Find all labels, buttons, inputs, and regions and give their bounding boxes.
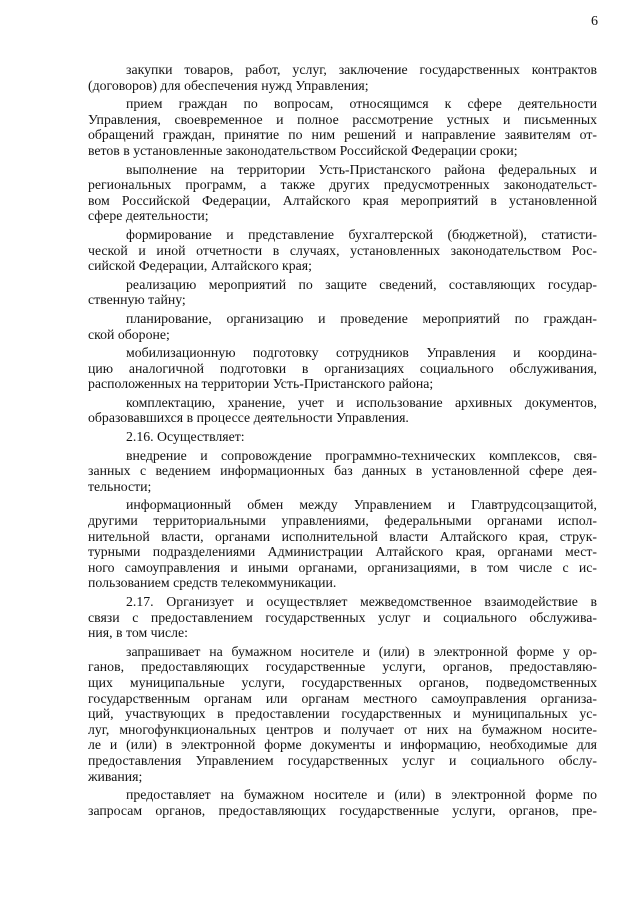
text-line: выполнение на территории Усть-Пристанского района федеральных и: [126, 161, 597, 177]
text-line: обращений граждан, принятие по ним решений и направление заявителям от-: [88, 127, 597, 143]
text-line: запрашивает на бумажном носителе и (или) в электронной форме у ор-: [126, 643, 597, 659]
text-line: луг, многофункциональных центров и получает от них на бумажном носите-: [88, 721, 597, 737]
text-line: ческой и иной отчетности в случаях, установленных законодательством Рос-: [88, 242, 597, 258]
text-line: сийской Федерации, Алтайского края;: [88, 258, 312, 274]
text-line: ного самоуправления и иными органами, организациями, в том числе с ис-: [88, 559, 597, 575]
text-line: государственным органам или органам местного самоуправления организа-: [88, 690, 597, 706]
document-body: [88, 62, 597, 818]
text-line: ветов в установленные законодательством Российской Федерации сроки;: [88, 142, 518, 158]
text-line: мобилизационную подготовку сотрудников Управления и координа-: [126, 345, 597, 361]
text-line: информационный обмен между Управлением и Главтрудсоцзащитой,: [126, 497, 597, 513]
text-line: планирование, организацию и проведение мероприятий по граждан-: [126, 310, 597, 326]
text-line: (договоров) для обеспечения нужд Управления;: [88, 77, 369, 93]
text-line: закупки товаров, работ, услуг, заключение государственных контрактов: [126, 62, 597, 77]
text-line: ле и (или) в электронной форме документы и информацию, необходимые для: [88, 737, 597, 753]
text-line: турными подразделениями Администрации Алтайского края, органами мест-: [88, 544, 597, 560]
text-line: 2.17. Организует и осуществляет межведомственное взаимодействие в: [126, 594, 597, 609]
text-line: тельности;: [88, 478, 152, 494]
text-line: вом Российской Федерации, Алтайского края мероприятий в установленной: [88, 192, 597, 208]
text-line: 2.16. Осуществляет:: [126, 429, 245, 445]
page-number: 6: [591, 14, 598, 29]
text-line: ственную тайну;: [88, 292, 186, 308]
text-line: нительной власти, органами исполнительной власти Алтайского края, струк-: [88, 528, 597, 544]
text-line: другими территориальными управлениями, федеральными органами испол-: [88, 513, 597, 529]
text-line: региональных программ, а также других предусмотренных законодательст-: [88, 177, 597, 193]
text-line: ганов, предоставляющих государственные услуги, органов, предоставляю-: [88, 659, 597, 675]
text-line: Управления, своевременное и полное рассмотрение устных и письменных: [88, 111, 597, 127]
text-line: предоставляет на бумажном носителе и (или) в электронной форме по: [126, 787, 597, 803]
text-line: сфере деятельности;: [88, 208, 209, 224]
text-line: расположенных на территории Усть-Пристанского района;: [88, 376, 434, 392]
text-line: живания;: [88, 768, 143, 784]
text-line: прием граждан по вопросам, относящимся к сфере деятельности: [126, 96, 597, 112]
text-line: ской обороне;: [88, 326, 170, 342]
text-line: связи с предоставлением государственных услуг и социального обслужива-: [88, 609, 597, 625]
text-line: реализацию мероприятий по защите сведений, составляющих государ-: [126, 276, 597, 292]
text-line: внедрение и сопровождение программно-технических комплексов, свя-: [126, 447, 597, 463]
text-line: пользованием средств телекоммуникации.: [88, 575, 337, 591]
text-line: цию аналогичной подготовки в организациях социального обслуживания,: [88, 360, 597, 376]
text-line: образовавшихся в процессе деятельности Управления.: [88, 410, 409, 426]
text-line: занных с ведением информационных баз данных в установленной сфере дея-: [88, 463, 597, 479]
text-line: комплектацию, хранение, учет и использование архивных документов,: [126, 394, 597, 410]
text-line: щих муниципальные услуги, государственных органов, подведомственных: [88, 674, 597, 690]
text-line: предоставления Управлением государственных услуг и социального обслу-: [88, 752, 597, 768]
text-line: формирование и представление бухгалтерской (бюджетной), статисти-: [126, 226, 597, 242]
text-line: ния, в том числе:: [88, 625, 188, 641]
text-line: ций, участвующих в предоставлении государственных и муниципальных ус-: [88, 706, 597, 722]
text-line: запросам органов, предоставляющих государственные услуги, органов, пре-: [88, 802, 597, 818]
